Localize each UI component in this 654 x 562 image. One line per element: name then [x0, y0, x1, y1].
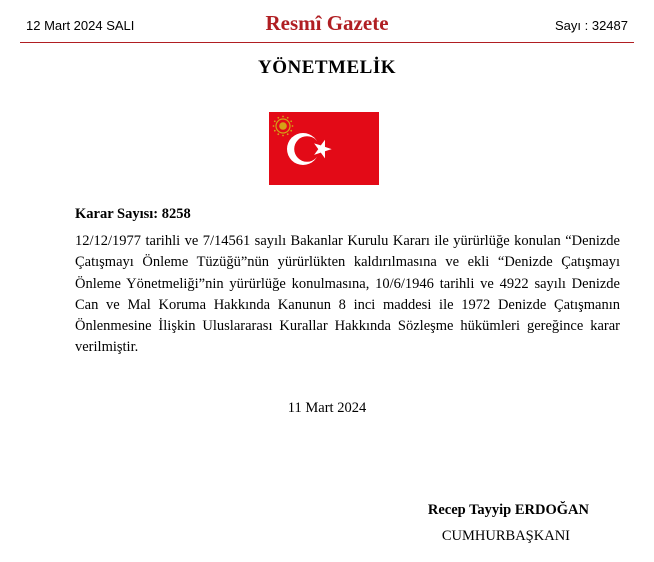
- gazette-header: [0, 0, 654, 44]
- signer-name: Recep Tayyip ERDOĞAN: [427, 502, 589, 518]
- section-title: YÖNETMELİK: [257, 57, 397, 78]
- decision-body-text: [75, 231, 620, 359]
- body-paragraph: 12/12/1977 tarihli ve 7/14561 sayılı Bakanlar Kurulu Kararı ile yürürlüğe konulan “Denizde Çatışmayı Önleme Tüzüğü”nün yürürlükten kaldırılmasına ve ekli “Denizde Çatışmayı Önleme Yönetmeliği”nin yürürlüğe konulmasına, 10/6/1946 tarihli ve 4922 sayılı Denizde Can ve Mal Koruma Hakkında Kanunun 8 inci maddesi ile 1972 Denizde Çatışmanın Önlenmesine İlişkin Uluslararası Kurallar Hakkında Sözleşme hükümleri gereğince karar verilmiştir.: [75, 233, 620, 356]
- turkish-flag-icon: [269, 112, 379, 185]
- header-date: 12 Mart 2024 SALI: [26, 18, 135, 33]
- signer-title: CUMHURBAŞKANI: [441, 528, 570, 544]
- issue-number: Sayı : 32487: [555, 18, 628, 33]
- decision-number: Karar Sayısı: 8258: [75, 206, 191, 222]
- header-divider: [20, 42, 634, 43]
- gazette-title: Resmî Gazete: [265, 11, 389, 35]
- decision-date: 11 Mart 2024: [287, 400, 367, 416]
